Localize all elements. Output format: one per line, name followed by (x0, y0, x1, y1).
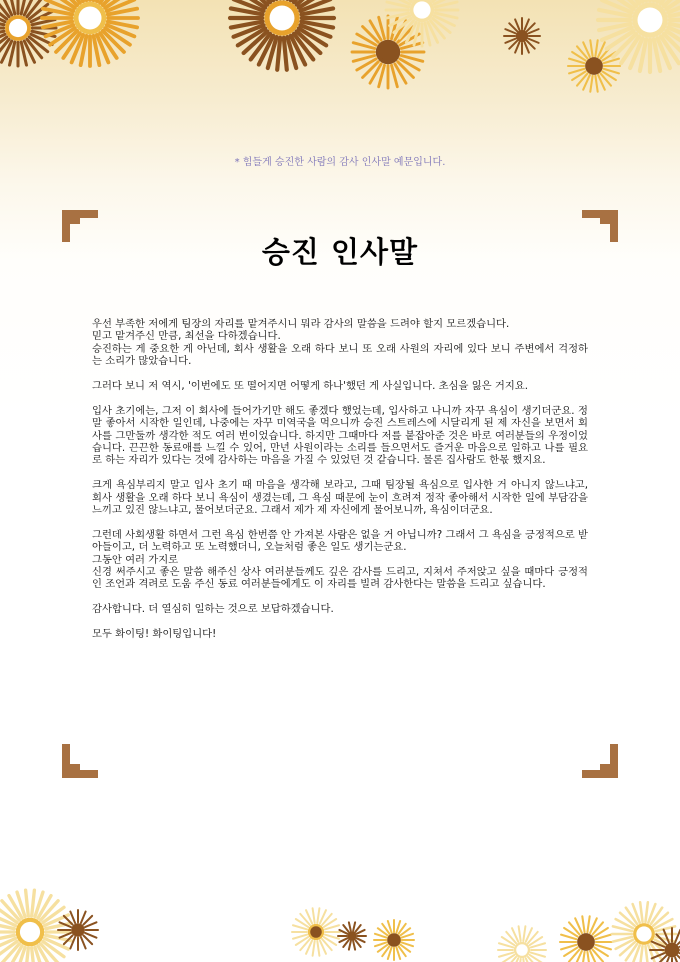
paragraph: 믿고 맡겨주신 만큼, 최선을 다하겠습니다. (92, 330, 281, 343)
sunburst-flower-icon (560, 916, 612, 962)
corner-bracket-bottom-left-icon (62, 742, 102, 782)
sunburst-flower-icon (338, 922, 366, 949)
sunburst-flower-icon (42, 0, 138, 66)
paragraph: 신경 써주시고 좋은 말씀 해주신 상사 여러분들께도 깊은 감사를 드리고, 지쳐서 주저앉고 싶을 때마다 긍정적인 조언과 격려로 도움 주신 동료 여러분들에게도 이 자리를 빌려 감사한다는 말씀을 드리고 싶습니다. (92, 566, 588, 591)
paragraph: 승진하는 게 중요한 게 아닌데, 회사 생활을 오래 하다 보니 또 오래 사원의 자리에 있다 보니 주변에서 걱정하는 소리가 많았습니다. (92, 342, 588, 368)
paragraph: 우선 부족한 저에게 팀장의 자리를 맡겨주시니 뭐라 감사의 말씀을 드려야 할지 모르겠습니다. (92, 318, 510, 330)
paragraph: 크게 욕심부리지 말고 입사 초기 때 마음을 생각해 보라고, 그때 팀장될 욕심으로 입사한 거 아니지 않느냐고, 회사 생활을 오래 하다 보니 욕심이 생겼는데, 그 욕심 때문에 눈이 흐려져 정작 좋아해서 시작한 일에 부담감을 느끼고 있진 않느냐고, 물어보더군요. 그래서 제가 제 자신에게 물어보니까, 욕심이더군요. (92, 479, 588, 517)
sunburst-flower-icon (498, 926, 546, 962)
letter-body (92, 318, 588, 653)
sunburst-flower-icon (374, 920, 414, 960)
sunburst-flower-icon (504, 18, 540, 54)
paragraph: 그러다 보니 저 역시, '이번에도 또 떨어지면 어떻게 하나'했던 게 사실입니다. 초심을 잃은 거지요. (92, 380, 529, 393)
document-title: 승진 인사말 (261, 235, 419, 269)
corner-bracket-bottom-right-icon (578, 742, 618, 782)
paragraph: 그런데 사회생활 하면서 그런 욕심 한번쯤 안 가져본 사람은 없을 거 아닙니까? 그래서 그 욕심을 긍정적으로 받아들이고, 더 노력하고 또 노력했더니, 오늘처럼 좋은 일도 생기는군요. (92, 528, 588, 554)
sunburst-flower-icon (0, 890, 72, 962)
paragraph: 모두 화이팅! 화이팅입니다! (92, 628, 217, 641)
sunburst-flower-icon (58, 910, 98, 950)
paragraph: 감사합니다. 더 열심히 일하는 것으로 보답하겠습니다. (92, 603, 334, 616)
paragraph: 입사 초기에는, 그저 이 회사에 들어가기만 해도 좋겠다 했었는데, 입사하고 나니까 자꾸 욕심이 생기더군요. 정말 좋아서 시작한 일인데, 나중에는 자꾸 미역국을 먹으니까 승진 스트레스에 시달리게 된 제 자신을 보면서 회사를 그만둘까 생각한 적도 여러 번이었습니다. 하지만 그때마다 저를 붙잡아준 것은 바로 여러분들의 우정이었습니다. 끈끈한 동료애를 느낄 수 있어, 만년 사원이라는 소리를 들으면서도 즐거운 마음으로 일하고 나를 필요로 하는 자리가 있다는 것에 감사하는 마음을 가질 수 있었던 것 같습니다. 물론 집사람도 한몫 했지요. (92, 404, 588, 467)
sunburst-flower-icon (568, 40, 620, 91)
paragraph: 그동안 여러 가지로 (92, 553, 179, 566)
example-note: * 힘들게 승진한 사람의 감사 인사말 예문입니다. (234, 157, 446, 168)
sunburst-flower-icon (292, 908, 340, 956)
sunburst-flower-icon (230, 0, 334, 70)
